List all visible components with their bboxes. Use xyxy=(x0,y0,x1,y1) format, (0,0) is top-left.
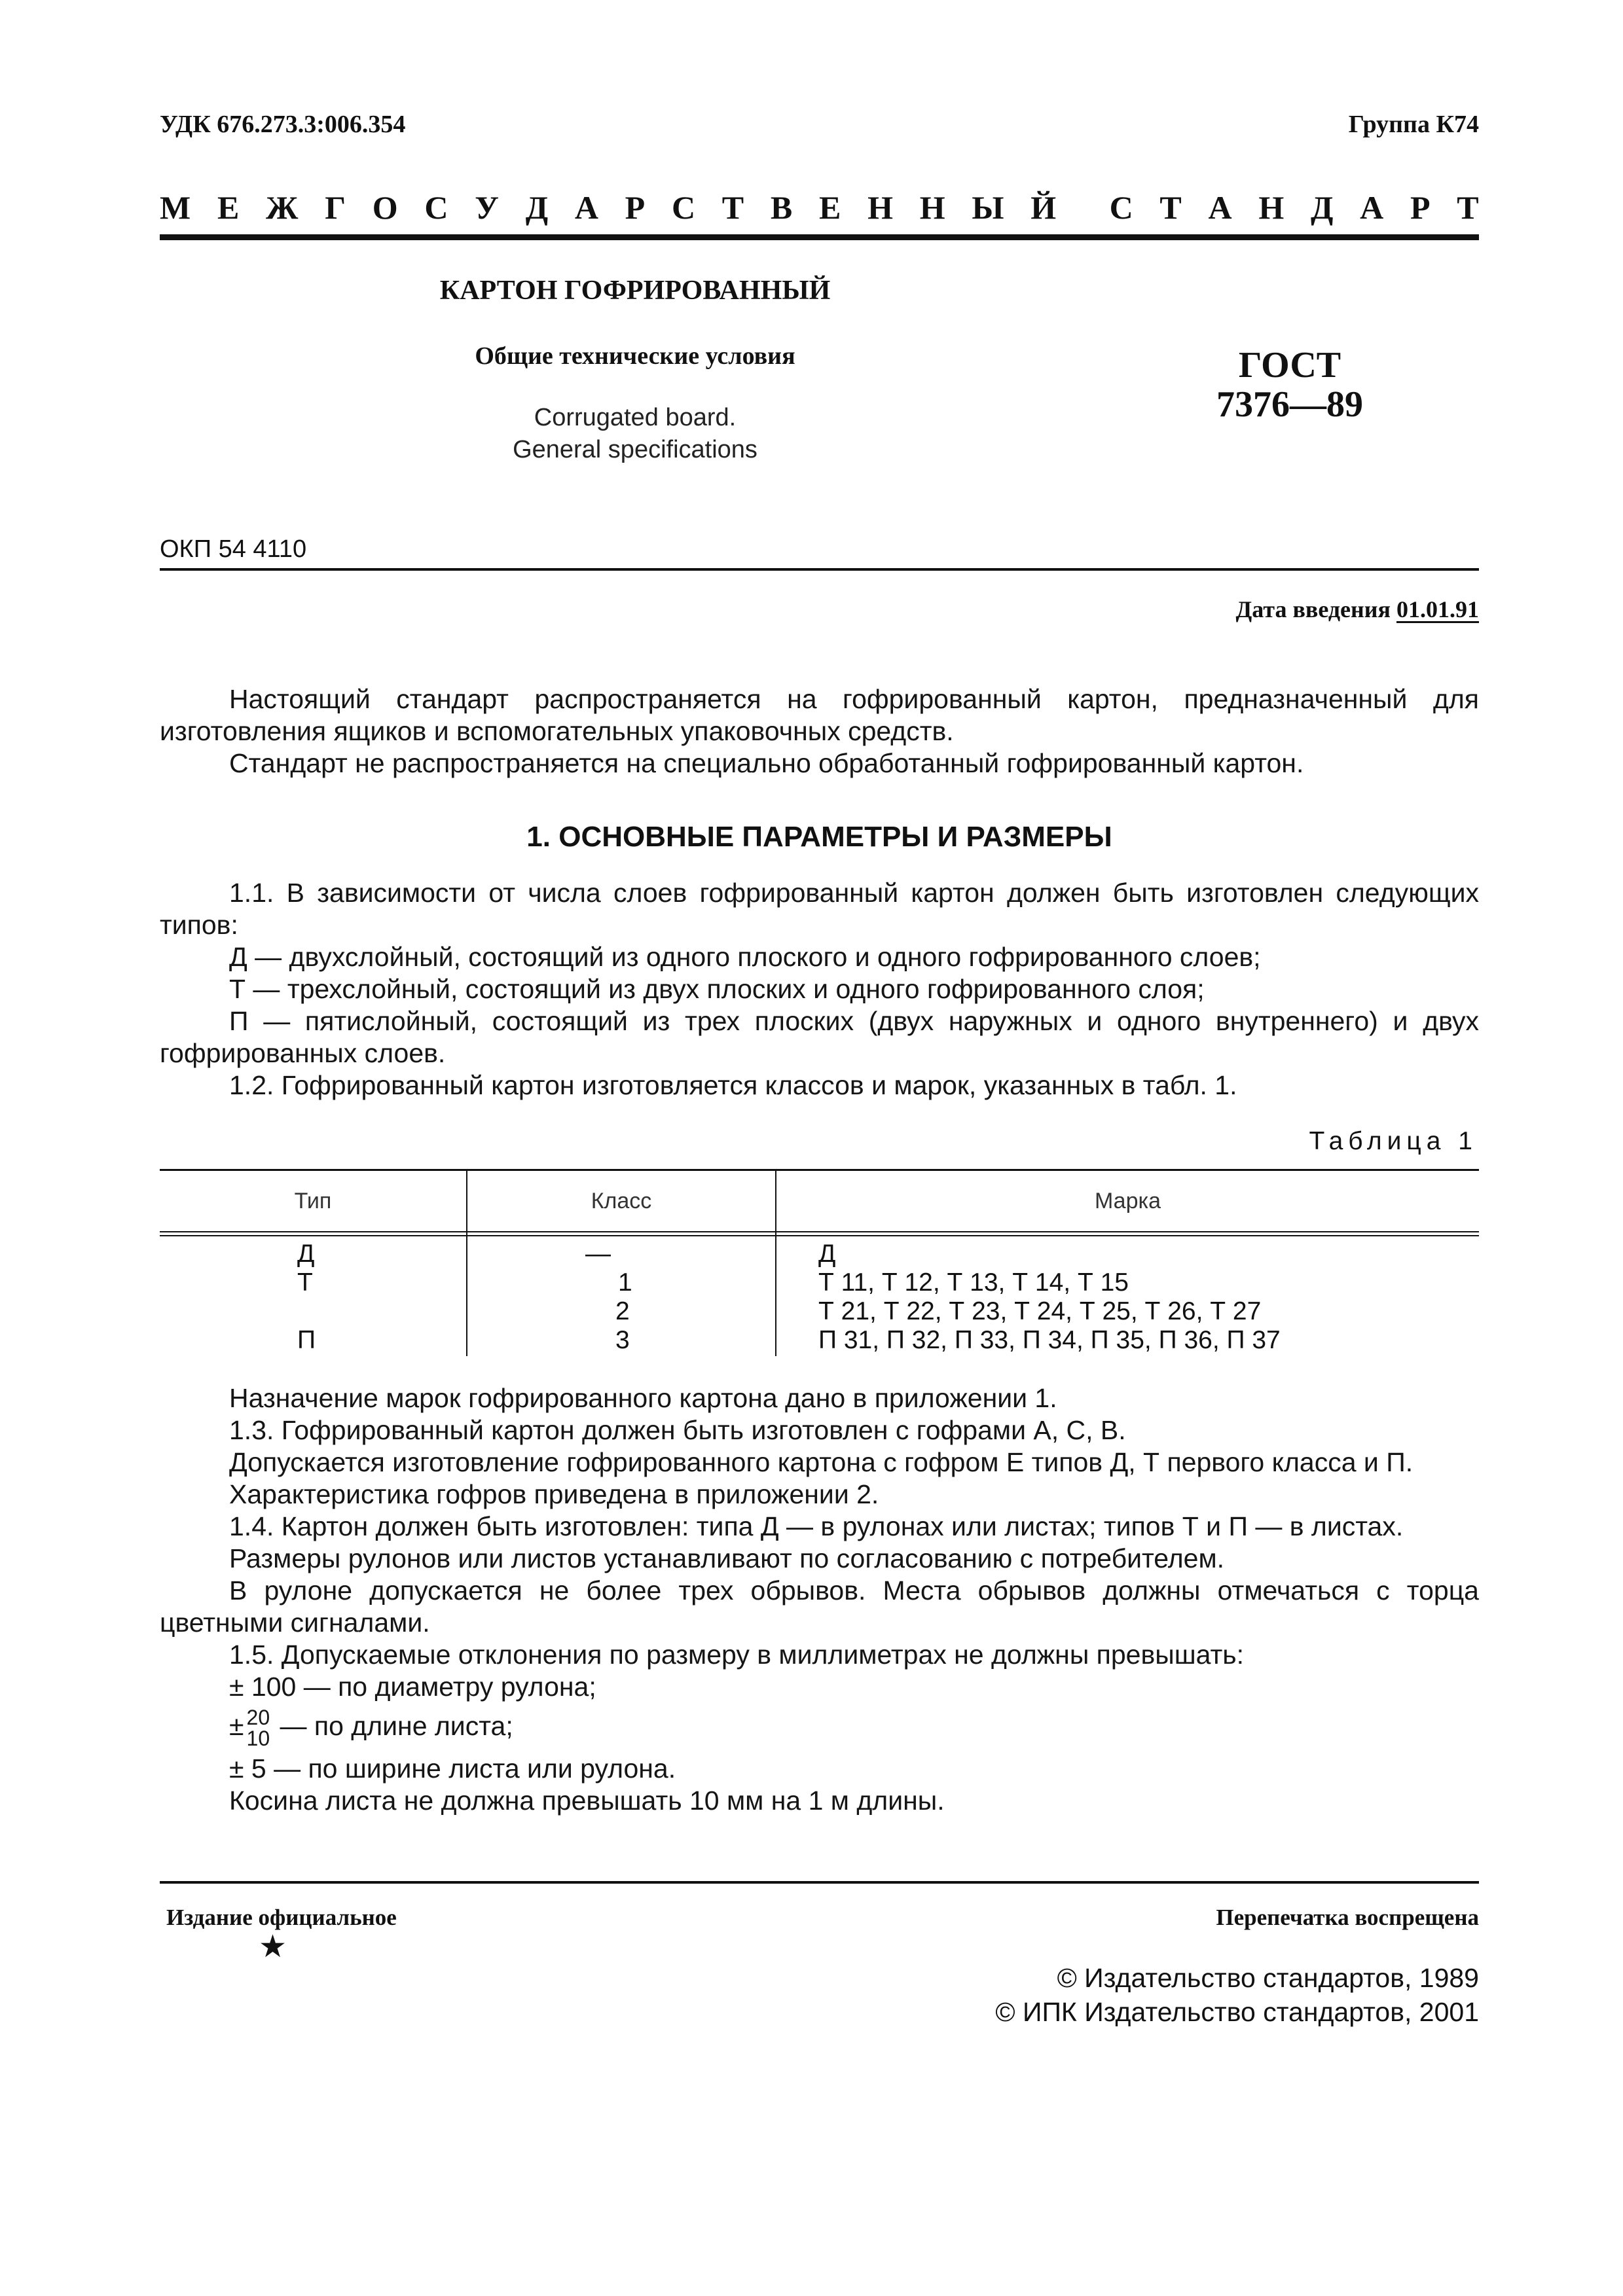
intro-date-value: 01.01.91 xyxy=(1396,596,1479,622)
after-table-text xyxy=(160,1382,1479,1817)
table-cell: Д xyxy=(297,1240,315,1268)
heading-letter: Н xyxy=(919,189,945,226)
table-1 xyxy=(160,1169,1479,1355)
heading-letter: Е xyxy=(217,189,240,226)
table-row xyxy=(160,1268,1479,1297)
clause-1-4: 1.4. Картон должен быть изготовлен: типа Д — в рулонах или листах; типов Т и П — в листах. xyxy=(229,1511,1404,1541)
heading-letter: А xyxy=(574,189,598,226)
table-header-cell: Марка xyxy=(1094,1189,1161,1213)
heading-letter: Ы xyxy=(972,189,1004,226)
heading-letter: Д xyxy=(525,189,549,226)
tolerance-fraction xyxy=(247,1707,270,1749)
heading-letter: Р xyxy=(1410,189,1431,226)
table-cell: 1 xyxy=(618,1268,632,1297)
udk-code: УДК 676.273.3:006.354 xyxy=(160,111,406,138)
heading-letter: В xyxy=(770,189,793,226)
tolerance-width: ± 5 — по ширине листа или рулона. xyxy=(229,1753,676,1784)
clause-1-2: 1.2. Гофрированный картон изготовляется классов и марок, указанных в табл. 1. xyxy=(229,1070,1237,1100)
gost-number: 7376—89 xyxy=(1216,384,1363,425)
gost-designation xyxy=(1139,346,1440,424)
section-1-text xyxy=(160,877,1479,1102)
table-header-cell: Класс xyxy=(591,1189,652,1213)
heading-letter: С xyxy=(671,189,696,226)
heading-letter: Ж xyxy=(266,189,299,226)
document-subtitle: Общие технические условия xyxy=(475,342,795,370)
table-cell: Д xyxy=(818,1240,836,1268)
intro-paragraph: Стандарт не распространяется на специально обработанный гофрированный картон. xyxy=(229,748,1304,778)
heading-letter: М xyxy=(160,189,191,226)
heading-letter: Д xyxy=(1311,189,1334,226)
tolerance-length-text: — по длине листа; xyxy=(280,1710,513,1741)
group-code: Группа К74 xyxy=(1348,111,1479,138)
document-title: КАРТОН ГОФРИРОВАННЫЙ xyxy=(439,276,831,306)
reprint-prohibited: Перепечатка воспрещена xyxy=(1216,1905,1479,1930)
heading-letter: Н xyxy=(1258,189,1285,226)
heading-letter: Е xyxy=(818,189,841,226)
table-cell: — xyxy=(585,1240,611,1268)
table-cell: Т 21, Т 22, Т 23, Т 24, Т 25, Т 26, Т 27 xyxy=(818,1297,1262,1325)
heading-letter: Н xyxy=(867,189,893,226)
okp-code: ОКП 54 4110 xyxy=(160,535,307,563)
table-row xyxy=(160,1297,1479,1326)
copyright-block xyxy=(995,1961,1479,2029)
tolerance-length xyxy=(160,1707,1479,1749)
heading-letter: Р xyxy=(625,189,646,226)
heading-letter: Т xyxy=(721,189,744,226)
sizes-note: Размеры рулонов или листов устанавливают по согласованию с потребителем. xyxy=(229,1543,1225,1573)
plus-minus: ± xyxy=(229,1710,244,1741)
copyright-line: © Издательство стандартов, 1989 xyxy=(1057,1963,1479,1993)
heading-letter: О xyxy=(372,189,398,226)
header-rule xyxy=(160,234,1479,240)
footer-rule xyxy=(160,1881,1479,1884)
table-cell: 2 xyxy=(615,1297,630,1325)
english-title-line: Corrugated board. xyxy=(534,404,737,431)
gost-label: ГОСТ xyxy=(1238,345,1341,386)
table-cell: 3 xyxy=(615,1326,630,1354)
type-t: Т — трехслойный, состоящий из двух плоских и одного гофрированного слоя; xyxy=(229,974,1205,1004)
clause-1-3: 1.3. Гофрированный картон должен быть изготовлен с гофрами А, С, В. xyxy=(229,1415,1126,1445)
table-cell: Т xyxy=(297,1268,313,1297)
fraction-bottom: 10 xyxy=(246,1727,270,1750)
table-row xyxy=(160,1326,1479,1355)
heading-letter: Т xyxy=(1457,189,1479,226)
tolerance-diameter: ± 100 — по диаметру рулона; xyxy=(229,1672,596,1702)
heading-letter: А xyxy=(1360,189,1384,226)
heading-letter: С xyxy=(1109,189,1133,226)
clause-1-1: 1.1. В зависимости от числа слоев гофрированный картон должен быть изготовлен следующих типов: xyxy=(160,878,1479,940)
okp-rule xyxy=(160,568,1479,571)
heading-letter: А xyxy=(1208,189,1232,226)
heading-letter: С xyxy=(424,189,448,226)
breaks-note: В рулоне допускается не более трех обрывов. Места обрывов должны отмечаться с торца цветными сигналами. xyxy=(160,1575,1479,1638)
purpose-note: Назначение марок гофрированного картона дано в приложении 1. xyxy=(229,1383,1057,1413)
table-cell: П xyxy=(297,1326,316,1354)
skew-note: Косина листа не должна превышать 10 мм на 1 м длины. xyxy=(229,1785,945,1816)
intro-paragraph: Настоящий стандарт распространяется на гофрированный картон, предназначенный для изготовления ящиков и вспомогательных упаковочных средств. xyxy=(160,684,1479,746)
type-d: Д — двухслойный, состоящий из одного плоского и одного гофрированного слоев; xyxy=(229,942,1261,972)
table-header-rule xyxy=(160,1231,1479,1236)
clause-1-5: 1.5. Допускаемые отклонения по размеру в миллиметрах не должны превышать: xyxy=(229,1640,1245,1670)
official-edition: Издание официальное xyxy=(166,1905,397,1930)
table-header-cell: Тип xyxy=(294,1189,332,1213)
intro-date-label: Дата введения xyxy=(1235,596,1391,622)
fraction-top: 20 xyxy=(246,1706,270,1729)
english-title xyxy=(295,402,976,466)
intro-date xyxy=(1236,596,1480,623)
heading-letter: Й xyxy=(1030,189,1057,226)
interstate-standard-heading xyxy=(160,188,1479,226)
section-heading: 1. ОСНОВНЫЕ ПАРАМЕТРЫ И РАЗМЕРЫ xyxy=(526,821,1112,853)
table-header xyxy=(160,1169,1479,1231)
allowed-note: Допускается изготовление гофрированного картона с гофром Е типов Д, Т первого класса и П. xyxy=(229,1447,1413,1477)
heading-letter: Г xyxy=(325,189,346,226)
flutes-note: Характеристика гофров приведена в приложении 2. xyxy=(229,1479,879,1509)
heading-letter: Т xyxy=(1159,189,1182,226)
star-icon: ★ xyxy=(259,1929,287,1964)
english-title-line: General specifications xyxy=(513,436,757,463)
heading-letter: У xyxy=(475,189,499,226)
table-row xyxy=(160,1240,1479,1268)
type-p: П — пятислойный, состоящий из трех плоских (двух наружных и одного внутреннего) и двух гофрированных слоев. xyxy=(160,1006,1479,1068)
intro-text xyxy=(160,683,1479,780)
table-cell: Т 11, Т 12, Т 13, Т 14, Т 15 xyxy=(818,1268,1129,1297)
table-cell: П 31, П 32, П 33, П 34, П 35, П 36, П 37 xyxy=(818,1326,1281,1354)
copyright-line: © ИПК Издательство стандартов, 2001 xyxy=(995,1997,1479,2027)
table-label: Таблица 1 xyxy=(1309,1127,1478,1155)
